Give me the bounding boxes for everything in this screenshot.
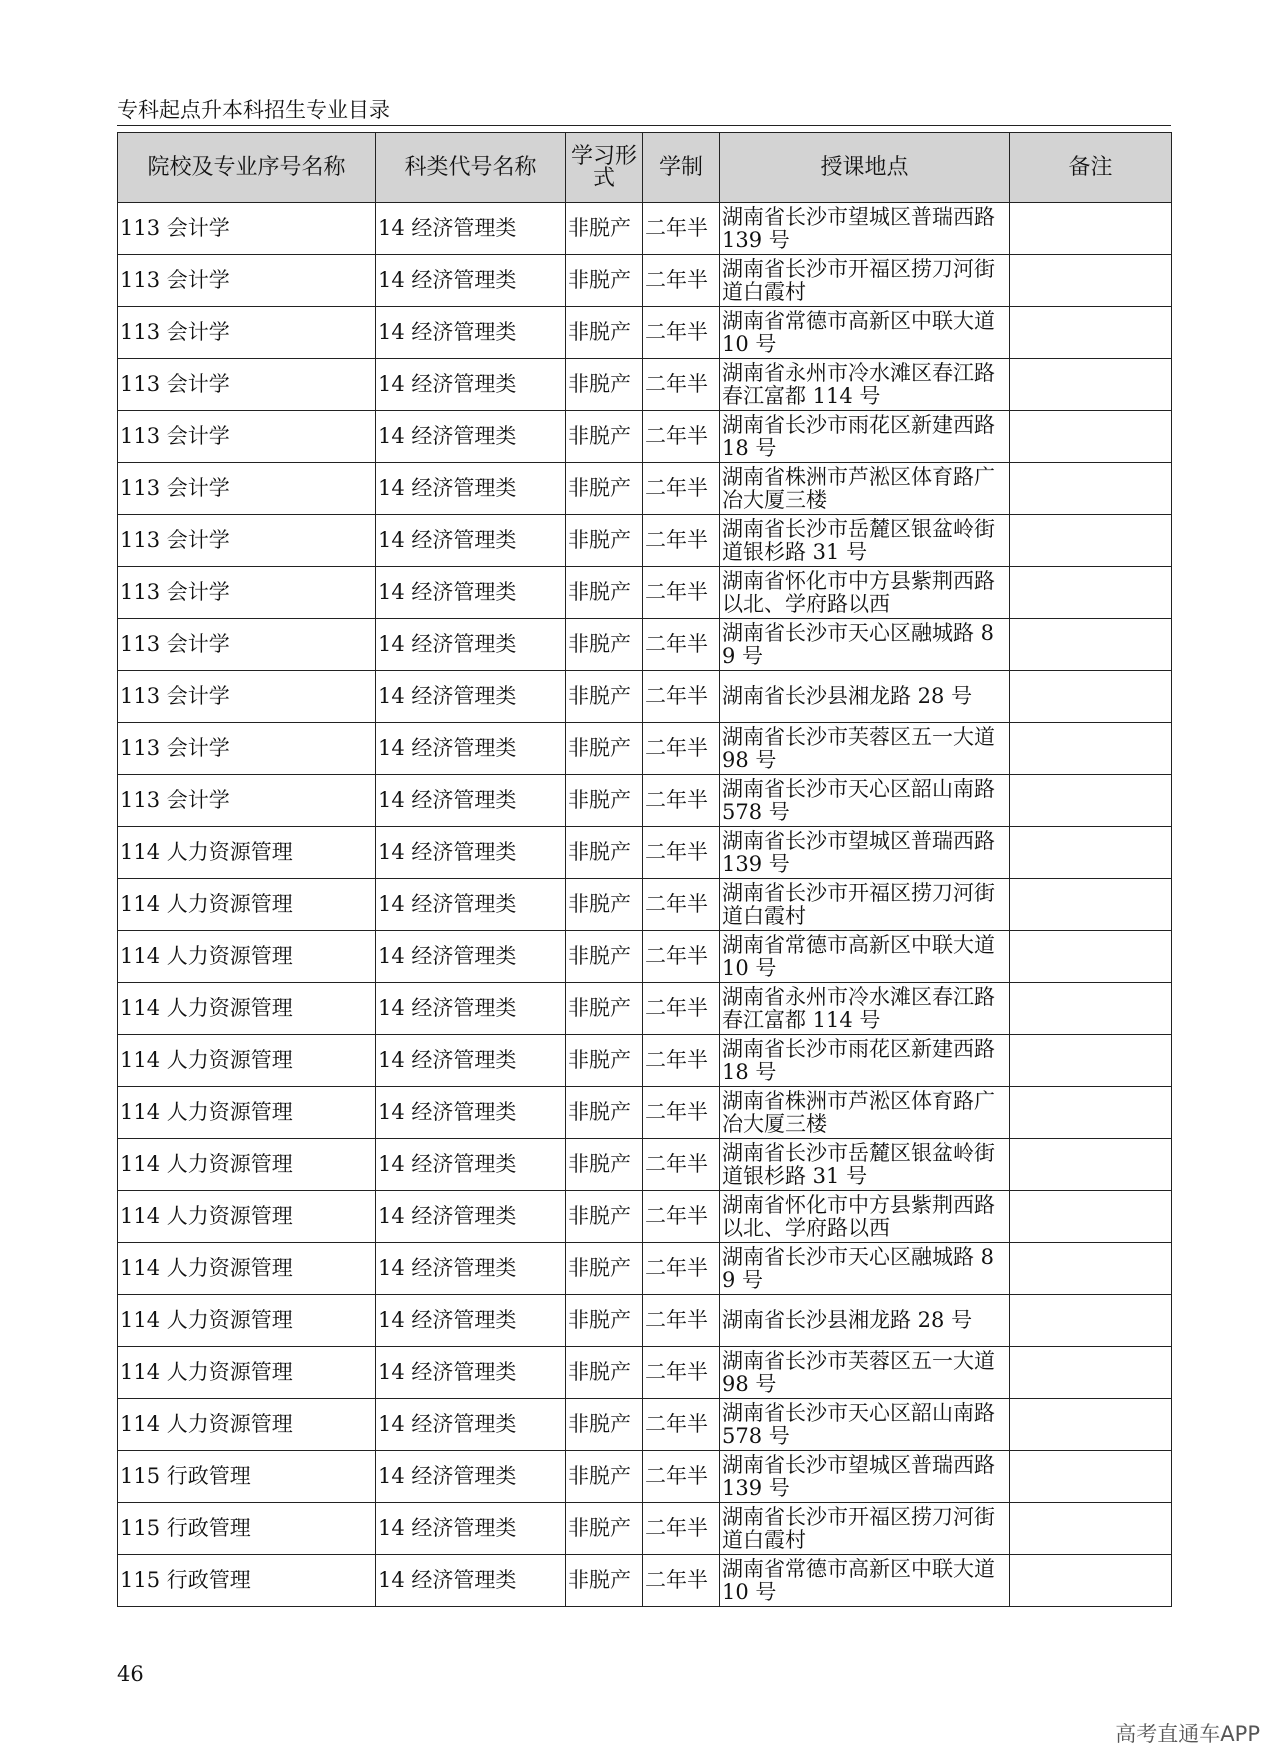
cell-duration: 二年半 xyxy=(643,619,720,671)
cell-duration: 二年半 xyxy=(643,567,720,619)
cell-duration: 二年半 xyxy=(643,1399,720,1451)
cell-location: 湖南省长沙县湘龙路 28 号 xyxy=(720,1295,1010,1347)
cell-duration: 二年半 xyxy=(643,255,720,307)
cell-study-mode: 非脱产 xyxy=(566,1243,643,1295)
table-row xyxy=(118,1139,1172,1191)
cell-category: 14 经济管理类 xyxy=(376,671,566,723)
cell-study-mode: 非脱产 xyxy=(566,1035,643,1087)
cell-study-mode: 非脱产 xyxy=(566,567,643,619)
table-row xyxy=(118,1035,1172,1087)
table-row xyxy=(118,671,1172,723)
column-header-study-mode: 学习形式 xyxy=(566,133,643,203)
cell-duration: 二年半 xyxy=(643,1555,720,1607)
table-row xyxy=(118,619,1172,671)
cell-remarks xyxy=(1010,619,1172,671)
cell-category: 14 经济管理类 xyxy=(376,983,566,1035)
cell-study-mode: 非脱产 xyxy=(566,1295,643,1347)
cell-remarks xyxy=(1010,1503,1172,1555)
cell-category: 14 经济管理类 xyxy=(376,463,566,515)
cell-major: 113 会计学 xyxy=(118,359,376,411)
table-row xyxy=(118,1451,1172,1503)
cell-remarks xyxy=(1010,1087,1172,1139)
cell-study-mode: 非脱产 xyxy=(566,307,643,359)
table-row xyxy=(118,1191,1172,1243)
table-row xyxy=(118,983,1172,1035)
cell-duration: 二年半 xyxy=(643,983,720,1035)
cell-duration: 二年半 xyxy=(643,931,720,983)
cell-location: 湖南省长沙市望城区普瑞西路 139 号 xyxy=(720,203,1010,255)
watermark-text: 高考直通车APP xyxy=(1115,1722,1260,1746)
cell-category: 14 经济管理类 xyxy=(376,827,566,879)
cell-location: 湖南省长沙市开福区捞刀河街道白霞村 xyxy=(720,879,1010,931)
table-row xyxy=(118,1503,1172,1555)
cell-remarks xyxy=(1010,775,1172,827)
table-row xyxy=(118,307,1172,359)
cell-study-mode: 非脱产 xyxy=(566,1139,643,1191)
cell-category: 14 经济管理类 xyxy=(376,255,566,307)
cell-study-mode: 非脱产 xyxy=(566,1451,643,1503)
cell-category: 14 经济管理类 xyxy=(376,879,566,931)
table-body xyxy=(118,203,1172,1607)
cell-major: 114 人力资源管理 xyxy=(118,1243,376,1295)
cell-study-mode: 非脱产 xyxy=(566,723,643,775)
cell-location: 湖南省常德市高新区中联大道 10 号 xyxy=(720,931,1010,983)
cell-category: 14 经济管理类 xyxy=(376,1347,566,1399)
cell-study-mode: 非脱产 xyxy=(566,411,643,463)
table-row xyxy=(118,723,1172,775)
cell-duration: 二年半 xyxy=(643,827,720,879)
cell-category: 14 经济管理类 xyxy=(376,723,566,775)
cell-remarks xyxy=(1010,1451,1172,1503)
cell-major: 114 人力资源管理 xyxy=(118,1087,376,1139)
cell-category: 14 经济管理类 xyxy=(376,567,566,619)
cell-major: 113 会计学 xyxy=(118,567,376,619)
column-header-category: 科类代号名称 xyxy=(376,133,566,203)
cell-duration: 二年半 xyxy=(643,1139,720,1191)
cell-duration: 二年半 xyxy=(643,1295,720,1347)
table-row xyxy=(118,567,1172,619)
cell-duration: 二年半 xyxy=(643,879,720,931)
major-catalog-table xyxy=(117,132,1172,1607)
table-row xyxy=(118,1555,1172,1607)
cell-location: 湖南省长沙市望城区普瑞西路 139 号 xyxy=(720,827,1010,879)
cell-duration: 二年半 xyxy=(643,1451,720,1503)
cell-category: 14 经济管理类 xyxy=(376,1191,566,1243)
cell-major: 113 会计学 xyxy=(118,463,376,515)
cell-duration: 二年半 xyxy=(643,515,720,567)
cell-study-mode: 非脱产 xyxy=(566,203,643,255)
cell-location: 湖南省株洲市芦淞区体育路广冶大厦三楼 xyxy=(720,463,1010,515)
cell-study-mode: 非脱产 xyxy=(566,671,643,723)
table-header-row xyxy=(118,133,1172,203)
cell-remarks xyxy=(1010,931,1172,983)
cell-category: 14 经济管理类 xyxy=(376,1087,566,1139)
cell-category: 14 经济管理类 xyxy=(376,359,566,411)
page-number: 46 xyxy=(117,1662,144,1686)
cell-location: 湖南省长沙市天心区融城路 89 号 xyxy=(720,619,1010,671)
cell-study-mode: 非脱产 xyxy=(566,983,643,1035)
table-row xyxy=(118,931,1172,983)
table-row xyxy=(118,359,1172,411)
column-header-location: 授课地点 xyxy=(720,133,1010,203)
cell-duration: 二年半 xyxy=(643,1347,720,1399)
table-row xyxy=(118,515,1172,567)
cell-category: 14 经济管理类 xyxy=(376,1243,566,1295)
column-header-remarks: 备注 xyxy=(1010,133,1172,203)
cell-remarks xyxy=(1010,827,1172,879)
table-row xyxy=(118,1295,1172,1347)
cell-duration: 二年半 xyxy=(643,671,720,723)
cell-major: 113 会计学 xyxy=(118,619,376,671)
cell-location: 湖南省长沙市开福区捞刀河街道白霞村 xyxy=(720,1503,1010,1555)
cell-major: 113 会计学 xyxy=(118,255,376,307)
cell-study-mode: 非脱产 xyxy=(566,1555,643,1607)
cell-category: 14 经济管理类 xyxy=(376,1503,566,1555)
cell-category: 14 经济管理类 xyxy=(376,775,566,827)
cell-location: 湖南省长沙市望城区普瑞西路 139 号 xyxy=(720,1451,1010,1503)
cell-duration: 二年半 xyxy=(643,359,720,411)
cell-study-mode: 非脱产 xyxy=(566,1347,643,1399)
cell-duration: 二年半 xyxy=(643,1243,720,1295)
cell-major: 114 人力资源管理 xyxy=(118,879,376,931)
cell-location: 湖南省长沙市天心区韶山南路 578 号 xyxy=(720,775,1010,827)
cell-duration: 二年半 xyxy=(643,1503,720,1555)
cell-category: 14 经济管理类 xyxy=(376,619,566,671)
column-header-major: 院校及专业序号名称 xyxy=(118,133,376,203)
cell-major: 113 会计学 xyxy=(118,723,376,775)
table-row xyxy=(118,255,1172,307)
cell-major: 114 人力资源管理 xyxy=(118,1295,376,1347)
table-row xyxy=(118,1087,1172,1139)
cell-remarks xyxy=(1010,203,1172,255)
cell-remarks xyxy=(1010,671,1172,723)
cell-location: 湖南省长沙市雨花区新建西路 18 号 xyxy=(720,1035,1010,1087)
cell-remarks xyxy=(1010,879,1172,931)
cell-major: 115 行政管理 xyxy=(118,1451,376,1503)
cell-study-mode: 非脱产 xyxy=(566,359,643,411)
cell-remarks xyxy=(1010,1191,1172,1243)
table-row xyxy=(118,879,1172,931)
cell-major: 115 行政管理 xyxy=(118,1555,376,1607)
cell-study-mode: 非脱产 xyxy=(566,775,643,827)
cell-study-mode: 非脱产 xyxy=(566,827,643,879)
cell-study-mode: 非脱产 xyxy=(566,1191,643,1243)
cell-remarks xyxy=(1010,463,1172,515)
cell-location: 湖南省常德市高新区中联大道 10 号 xyxy=(720,307,1010,359)
cell-location: 湖南省长沙市芙蓉区五一大道 98 号 xyxy=(720,1347,1010,1399)
cell-category: 14 经济管理类 xyxy=(376,1295,566,1347)
cell-duration: 二年半 xyxy=(643,1191,720,1243)
cell-major: 113 会计学 xyxy=(118,411,376,463)
cell-category: 14 经济管理类 xyxy=(376,515,566,567)
cell-duration: 二年半 xyxy=(643,775,720,827)
cell-major: 113 会计学 xyxy=(118,671,376,723)
cell-category: 14 经济管理类 xyxy=(376,1451,566,1503)
cell-major: 113 会计学 xyxy=(118,775,376,827)
cell-location: 湖南省永州市冷水滩区春江路春江富都 114 号 xyxy=(720,983,1010,1035)
table-row xyxy=(118,827,1172,879)
cell-major: 114 人力资源管理 xyxy=(118,1035,376,1087)
cell-study-mode: 非脱产 xyxy=(566,1399,643,1451)
cell-duration: 二年半 xyxy=(643,1035,720,1087)
cell-remarks xyxy=(1010,1347,1172,1399)
cell-location: 湖南省长沙县湘龙路 28 号 xyxy=(720,671,1010,723)
cell-remarks xyxy=(1010,255,1172,307)
cell-category: 14 经济管理类 xyxy=(376,203,566,255)
cell-location: 湖南省长沙市雨花区新建西路 18 号 xyxy=(720,411,1010,463)
cell-major: 114 人力资源管理 xyxy=(118,1399,376,1451)
cell-major: 114 人力资源管理 xyxy=(118,1191,376,1243)
cell-remarks xyxy=(1010,1555,1172,1607)
table-row xyxy=(118,1347,1172,1399)
cell-remarks xyxy=(1010,359,1172,411)
cell-remarks xyxy=(1010,1035,1172,1087)
cell-remarks xyxy=(1010,983,1172,1035)
cell-major: 114 人力资源管理 xyxy=(118,827,376,879)
cell-category: 14 经济管理类 xyxy=(376,931,566,983)
cell-study-mode: 非脱产 xyxy=(566,1087,643,1139)
cell-duration: 二年半 xyxy=(643,1087,720,1139)
cell-location: 湖南省长沙市开福区捞刀河街道白霞村 xyxy=(720,255,1010,307)
cell-location: 湖南省株洲市芦淞区体育路广冶大厦三楼 xyxy=(720,1087,1010,1139)
cell-remarks xyxy=(1010,567,1172,619)
column-header-duration: 学制 xyxy=(643,133,720,203)
cell-remarks xyxy=(1010,411,1172,463)
cell-study-mode: 非脱产 xyxy=(566,463,643,515)
cell-remarks xyxy=(1010,723,1172,775)
cell-remarks xyxy=(1010,1139,1172,1191)
cell-category: 14 经济管理类 xyxy=(376,1035,566,1087)
cell-major: 113 会计学 xyxy=(118,307,376,359)
table-row xyxy=(118,411,1172,463)
cell-location: 湖南省常德市高新区中联大道 10 号 xyxy=(720,1555,1010,1607)
cell-category: 14 经济管理类 xyxy=(376,307,566,359)
table-row xyxy=(118,463,1172,515)
cell-major: 113 会计学 xyxy=(118,203,376,255)
table-row xyxy=(118,1399,1172,1451)
cell-location: 湖南省长沙市岳麓区银盆岭街道银杉路 31 号 xyxy=(720,515,1010,567)
cell-remarks xyxy=(1010,515,1172,567)
page-header-title: 专科起点升本科招生专业目录 xyxy=(117,98,390,122)
cell-remarks xyxy=(1010,307,1172,359)
table-row xyxy=(118,203,1172,255)
cell-study-mode: 非脱产 xyxy=(566,619,643,671)
cell-category: 14 经济管理类 xyxy=(376,1139,566,1191)
cell-major: 114 人力资源管理 xyxy=(118,983,376,1035)
cell-duration: 二年半 xyxy=(643,203,720,255)
cell-location: 湖南省长沙市岳麓区银盆岭街道银杉路 31 号 xyxy=(720,1139,1010,1191)
cell-location: 湖南省长沙市天心区韶山南路 578 号 xyxy=(720,1399,1010,1451)
cell-study-mode: 非脱产 xyxy=(566,931,643,983)
cell-duration: 二年半 xyxy=(643,463,720,515)
table-row xyxy=(118,1243,1172,1295)
cell-remarks xyxy=(1010,1295,1172,1347)
cell-location: 湖南省永州市冷水滩区春江路春江富都 114 号 xyxy=(720,359,1010,411)
cell-location: 湖南省长沙市天心区融城路 89 号 xyxy=(720,1243,1010,1295)
cell-study-mode: 非脱产 xyxy=(566,515,643,567)
cell-study-mode: 非脱产 xyxy=(566,1503,643,1555)
cell-category: 14 经济管理类 xyxy=(376,411,566,463)
cell-location: 湖南省怀化市中方县紫荆西路以北、学府路以西 xyxy=(720,567,1010,619)
cell-remarks xyxy=(1010,1243,1172,1295)
cell-study-mode: 非脱产 xyxy=(566,879,643,931)
cell-duration: 二年半 xyxy=(643,411,720,463)
cell-duration: 二年半 xyxy=(643,307,720,359)
cell-location: 湖南省长沙市芙蓉区五一大道 98 号 xyxy=(720,723,1010,775)
cell-major: 115 行政管理 xyxy=(118,1503,376,1555)
cell-category: 14 经济管理类 xyxy=(376,1399,566,1451)
header-divider xyxy=(117,125,1171,126)
cell-remarks xyxy=(1010,1399,1172,1451)
cell-category: 14 经济管理类 xyxy=(376,1555,566,1607)
cell-study-mode: 非脱产 xyxy=(566,255,643,307)
table-row xyxy=(118,775,1172,827)
cell-major: 114 人力资源管理 xyxy=(118,931,376,983)
cell-major: 114 人力资源管理 xyxy=(118,1347,376,1399)
cell-major: 113 会计学 xyxy=(118,515,376,567)
cell-major: 114 人力资源管理 xyxy=(118,1139,376,1191)
cell-duration: 二年半 xyxy=(643,723,720,775)
cell-location: 湖南省怀化市中方县紫荆西路以北、学府路以西 xyxy=(720,1191,1010,1243)
